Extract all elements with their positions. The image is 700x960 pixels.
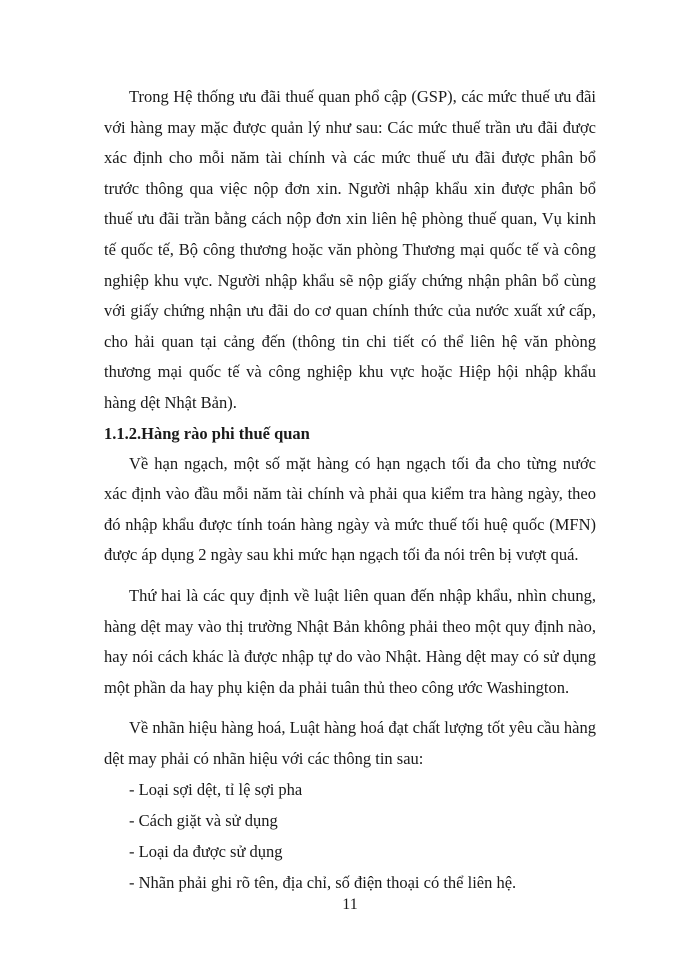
list-item: - Loại da được sử dụng — [129, 842, 283, 862]
list-item: - Nhãn phải ghi rõ tên, địa chỉ, số điện thoại có thể liên hệ. — [129, 873, 517, 893]
paragraph-import-regulations: Thứ hai là các quy định về luật liên quan đến nhập khẩu, nhìn chung, hàng dệt may vào thị trường Nhật Bản không phải theo một quy định nào, hay nói cách khác là được nhập tự do vào Nhật. Hàng dệt may có sử dụng một phần da hay phụ kiện da phải tuân thủ theo công ước Washington. — [104, 585, 596, 697]
paragraph-quota: Về hạn ngạch, một số mặt hàng có hạn ngạch tối đa cho từng nước xác định vào đầu mỗi năm tài chính và phải qua kiểm tra hàng ngày, theo đó nhập khẩu được tính toán hàng ngày và mức thuế tối huệ quốc (MFN) được áp dụng 2 ngày sau khi mức hạn ngạch tối đa nói trên bị vượt quá. — [104, 453, 596, 565]
label-requirements-list — [104, 774, 596, 898]
section-heading: 1.1.2.Hàng rào phi thuế quan — [104, 423, 310, 443]
list-item: - Loại sợi dệt, tỉ lệ sợi pha — [129, 780, 303, 800]
page-number: 11 — [342, 896, 358, 913]
paragraph-labeling: Về nhãn hiệu hàng hoá, Luật hàng hoá đạt chất lượng tốt yêu cầu hàng dệt may phải có nhãn hiệu với các thông tin sau: — [104, 718, 596, 768]
paragraph-gsp: Trong Hệ thống ưu đãi thuế quan phổ cập (GSP), các mức thuế ưu đãi với hàng may mặc được quản lý như sau: Các mức thuế trần ưu đãi được xác định cho mỗi năm tài chính và các mức thuế ưu đãi được phân bổ trước thông qua việc nộp đơn xin. Người nhập khẩu xin được phân bổ thuế ưu đãi trần bằng cách nộp đơn xin liên hệ phòng thuế quan, Vụ kinh tế quốc tế, Bộ công thương hoặc văn phòng Thương mại quốc tế và công nghiệp khu vực. Người nhập khẩu sẽ nộp giấy chứng nhận phân bổ cùng với giấy chứng nhận ưu đãi do cơ quan chính thức của nước xuất xứ cấp, cho hải quan tại cảng đến (thông tin chi tiết có thể liên hệ văn phòng thương mại quốc tế và công nghiệp khu vực hoặc Hiệp hội nhập khẩu hàng dệt Nhật Bản). — [104, 87, 596, 412]
document-body — [104, 82, 596, 898]
list-item: - Cách giặt và sử dụng — [129, 811, 278, 831]
